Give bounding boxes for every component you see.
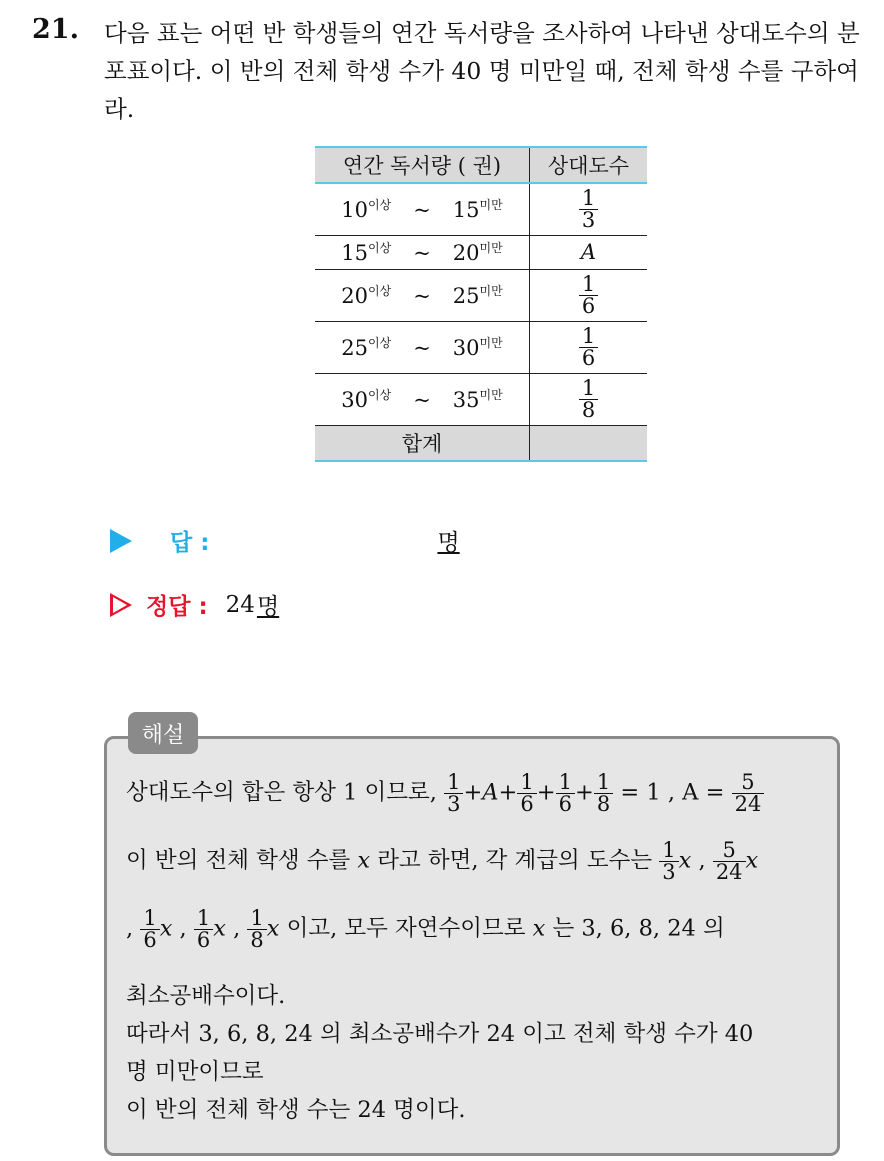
table-row: $15^{이상}$ ~ $20^{미만}$ A xyxy=(315,235,647,269)
explanation-line-3: , $\frac{1}{6}$ x , $\frac{1}{6}$ x , $\frac{1}{8}$ x 이고, 모두 자연수이므로 x 는 3, 6, 8, 24 의 xyxy=(126,906,725,952)
explanation-tag: 해설 xyxy=(128,712,198,754)
answer-blank-unit[interactable]: 명 xyxy=(437,530,460,556)
explanation-line-5: 따라서 3, 6, 8, 24 의 최소공배수가 24 이고 전체 학생 수가 40 xyxy=(126,1021,754,1047)
relative-frequency-fraction: $\frac{1}{3}$ xyxy=(579,188,598,231)
solution-row xyxy=(110,588,279,621)
table-row: $25^{이상}$ ~ $30^{미만}$ $\frac{1}{6}$ xyxy=(315,321,647,373)
table-total-row xyxy=(315,425,647,461)
answer-label: 답 : xyxy=(170,530,210,556)
outline-triangle-icon xyxy=(110,593,132,617)
relative-frequency-fraction: $\frac{1}{6}$ xyxy=(579,274,598,317)
answer-row xyxy=(110,524,460,557)
total-value xyxy=(530,425,648,461)
explanation-line-6: 명 미만이므로 xyxy=(126,1059,264,1085)
header-relative-frequency: 상대도수 xyxy=(530,147,648,183)
relative-frequency-table xyxy=(315,146,647,462)
question-text: 다음 표는 어떤 반 학생들의 연간 독서량을 조사하여 나타낸 상대도수의 분포표이다. 이 반의 전체 학생 수가 40 명 미만일 때, 전체 학생 수를 구하여라. xyxy=(104,19,860,123)
explanation-line-4: 최소공배수이다. xyxy=(126,983,286,1009)
explanation-line-7: 이 반의 전체 학생 수는 24 명이다. xyxy=(126,1097,466,1123)
solution-value: 24 xyxy=(225,591,255,618)
relative-frequency-unknown: A xyxy=(530,235,648,269)
play-triangle-icon xyxy=(110,529,132,553)
relative-frequency-fraction: $\frac{1}{6}$ xyxy=(579,326,598,369)
explanation-line-1: 상대도수의 합은 항상 1 이므로, $\frac{1}{3}$ +A+ $\frac{1}{6}$ + $\frac{1}{6}$ + $\frac{1}{8}$ = 1 , A = $\frac{5}{24}$ xyxy=(126,772,764,815)
table-row: $10^{이상}$ ~ $15^{미만}$ $\frac{1}{3}$ xyxy=(315,183,647,235)
header-reading-amount: 연간 독서량 ( 권) xyxy=(315,147,530,183)
solution-label: 정답 : xyxy=(146,594,208,620)
table-row: $20^{이상}$ ~ $25^{미만}$ $\frac{1}{6}$ xyxy=(315,269,647,321)
table-row: $30^{이상}$ ~ $35^{미만}$ $\frac{1}{8}$ xyxy=(315,373,647,425)
explanation-line-2: 이 반의 전체 학생 수를 x 라고 하면, 각 계급의 도수는 $\frac{1}{3}$ x , $\frac{5}{24}$ x xyxy=(126,838,759,884)
solution-unit: 명 xyxy=(256,594,280,620)
question-number: 21. xyxy=(32,14,79,45)
total-label: 합계 xyxy=(315,425,530,461)
relative-frequency-fraction: $\frac{1}{8}$ xyxy=(579,378,598,421)
